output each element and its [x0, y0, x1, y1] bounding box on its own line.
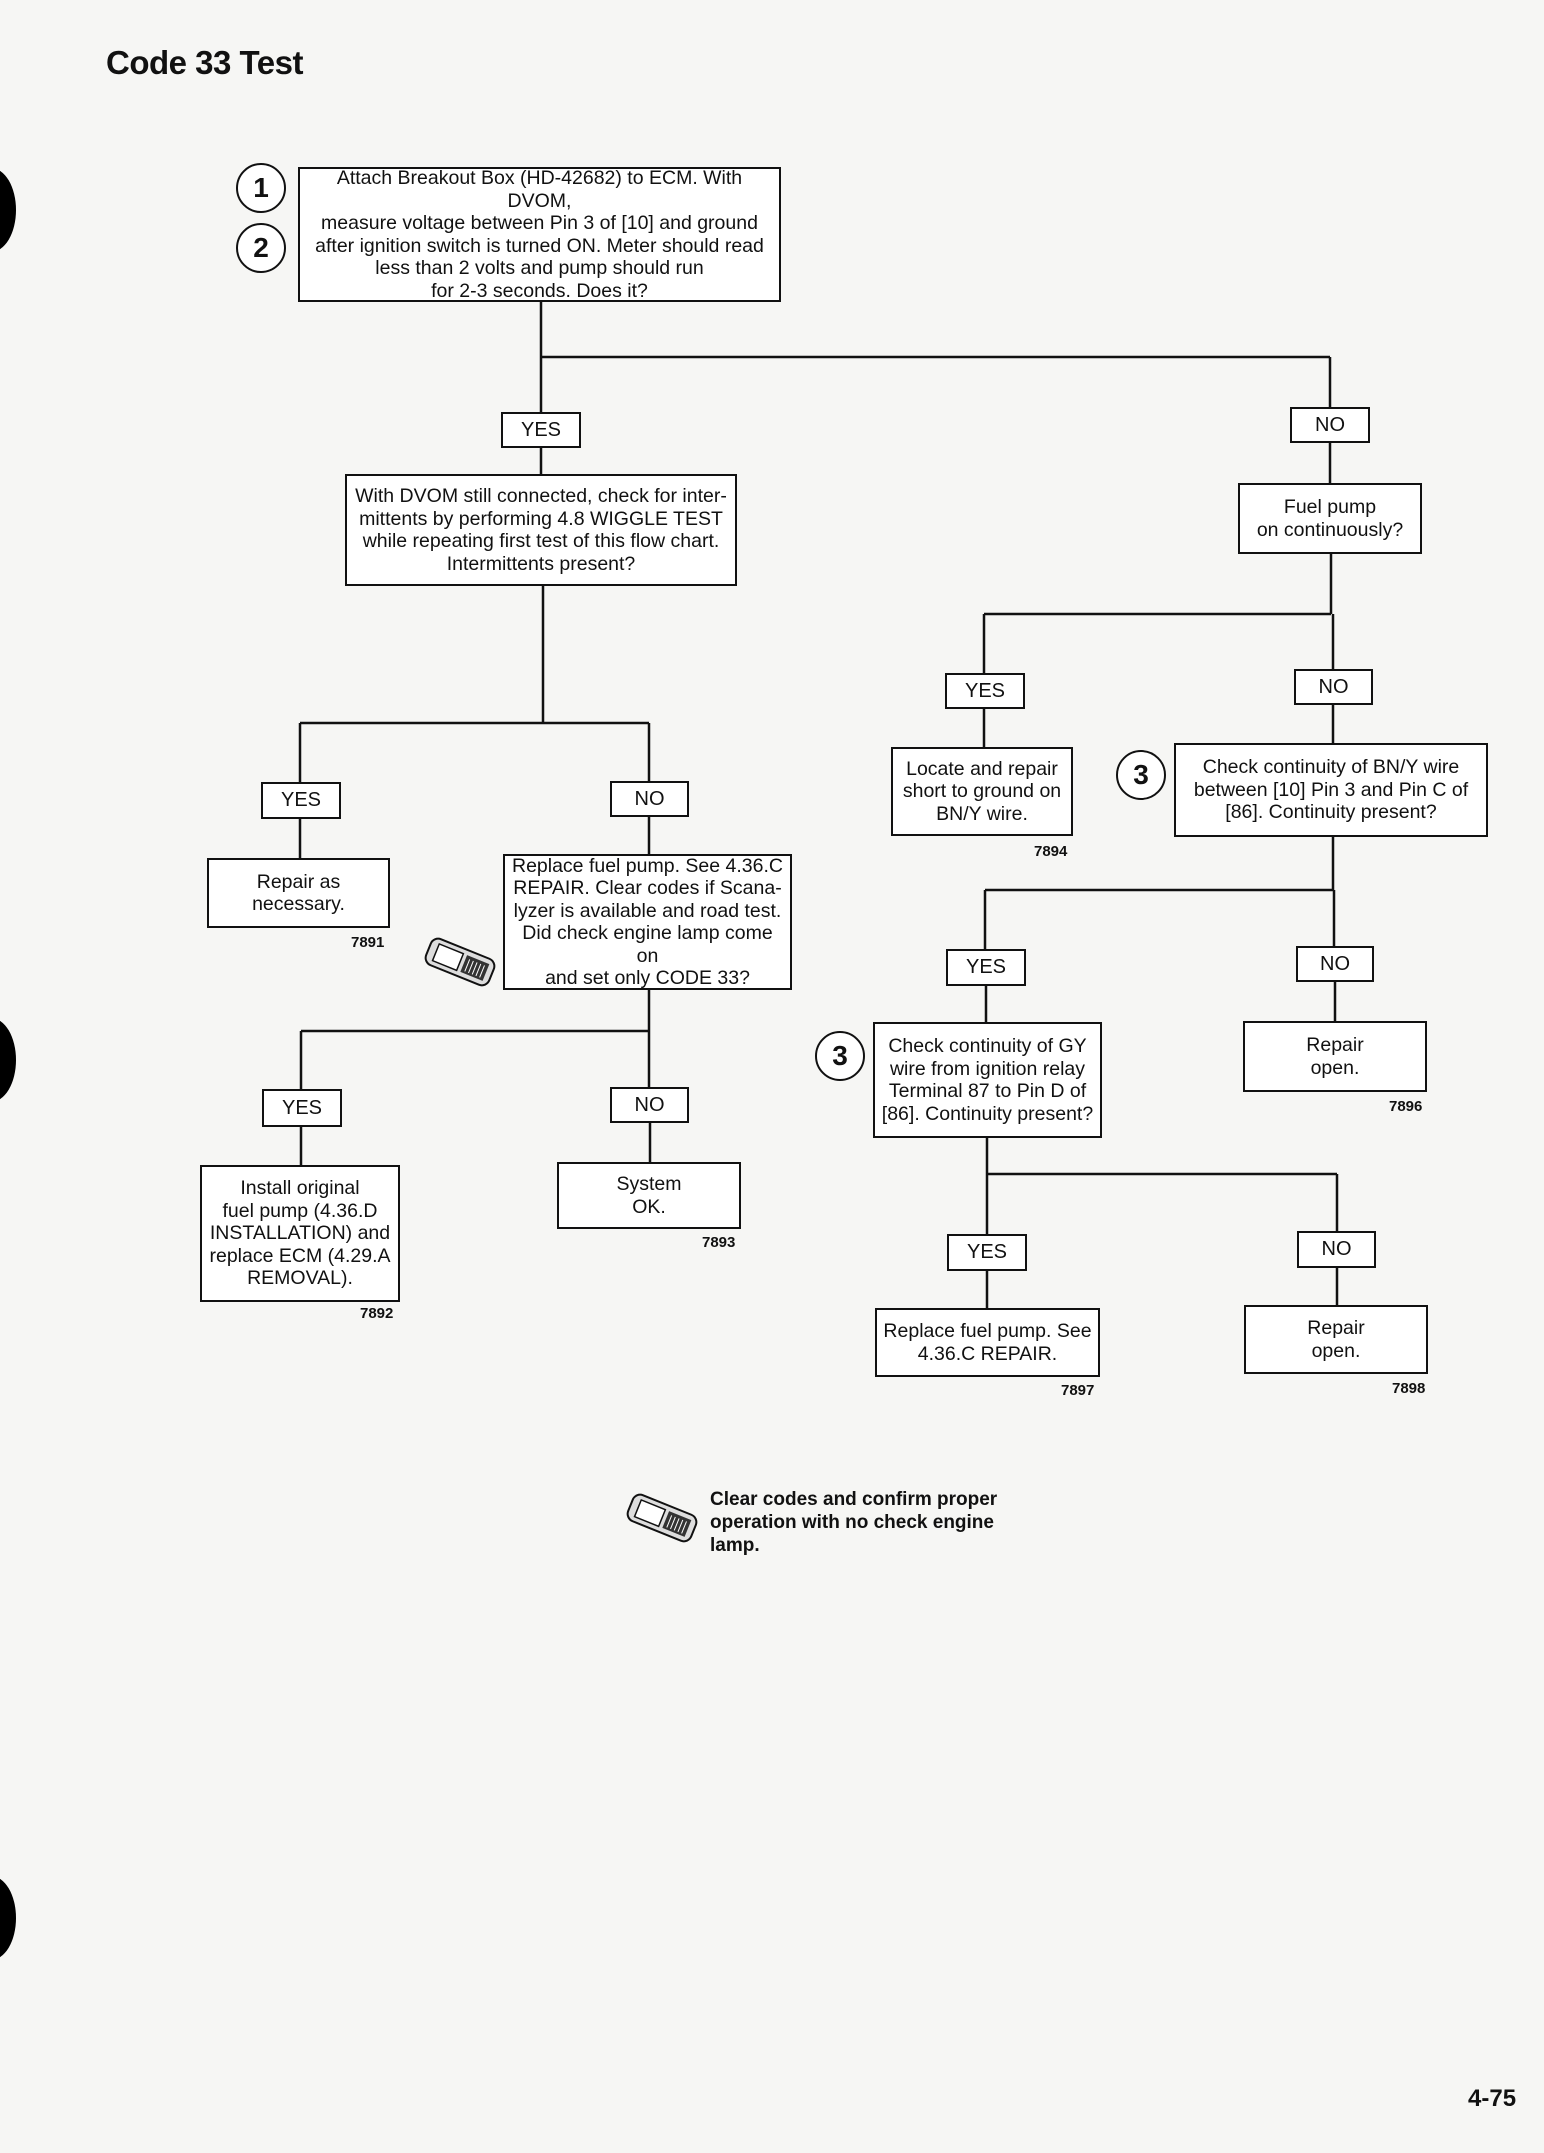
figure-number: 7891: [351, 934, 385, 951]
no-label: NO: [1290, 407, 1370, 443]
scanalyzer-icon: [420, 934, 500, 990]
repair-open-box: Repair open.: [1243, 1021, 1427, 1092]
yes-label: YES: [262, 1089, 342, 1127]
figure-number: 7894: [1034, 843, 1068, 860]
no-label: NO: [1294, 669, 1373, 705]
system-ok-box: System OK.: [557, 1162, 741, 1229]
scanalyzer-icon: [622, 1490, 702, 1546]
yes-label: YES: [945, 673, 1025, 709]
yes-label: YES: [946, 949, 1026, 986]
step-3-marker: 3: [1116, 750, 1166, 800]
page-title: Code 33 Test: [106, 44, 303, 81]
step-3-marker: 3: [815, 1031, 865, 1081]
no-label: NO: [1297, 1231, 1376, 1268]
footer-note: Clear codes and confirm proper operation with no check engine lamp.: [710, 1489, 998, 1556]
no-label: NO: [1296, 946, 1374, 982]
yes-label: YES: [261, 782, 341, 819]
figure-number: 7896: [1389, 1098, 1423, 1115]
repair-as-necessary-box: Repair as necessary.: [207, 858, 390, 928]
figure-number: 7897: [1061, 1382, 1095, 1399]
yes-label: YES: [501, 412, 581, 448]
install-original-pump-box: Install original fuel pump (4.36.D INSTALLATION) and replace ECM (4.29.A REMOVAL).: [200, 1165, 400, 1302]
step-2-marker: 2: [236, 223, 286, 273]
check-bny-continuity-box: Check continuity of BN/Y wire between [10] Pin 3 and Pin C of [86]. Continuity present?: [1174, 743, 1488, 837]
figure-number: 7893: [702, 1234, 736, 1251]
no-label: NO: [610, 1087, 689, 1123]
locate-short-box: Locate and repair short to ground on BN/Y wire.: [891, 747, 1073, 836]
wiggle-test-box: With DVOM still connected, check for inter- mittents by performing 4.8 WIGGLE TEST while repeating first test of this flow chart. Intermittents present?: [345, 474, 737, 586]
check-gy-continuity-box: Check continuity of GY wire from ignition relay Terminal 87 to Pin D of [86]. Continuity present?: [873, 1022, 1102, 1138]
replace-fuel-pump-scanalyzer-box: Replace fuel pump. See 4.36.C REPAIR. Clear codes if Scana- lyzer is available and road test. Did check engine lamp come on and set only CODE 33?: [503, 854, 792, 990]
page-number: 4-75: [1468, 2085, 1517, 2112]
yes-label: YES: [947, 1234, 1027, 1271]
step-1-marker: 1: [236, 163, 286, 213]
figure-number: 7898: [1392, 1380, 1426, 1397]
fuel-pump-continuous-box: Fuel pump on continuously?: [1238, 483, 1422, 554]
start-box: Attach Breakout Box (HD-42682) to ECM. With DVOM, measure voltage between Pin 3 of [10] and ground after ignition switch is turned ON. Meter should read less than 2 volts and pump should run for 2-3 seconds. Does it?: [298, 167, 781, 302]
repair-open-box: Repair open.: [1244, 1305, 1428, 1374]
figure-number: 7892: [360, 1305, 394, 1322]
replace-fuel-pump-box: Replace fuel pump. See 4.36.C REPAIR.: [875, 1308, 1100, 1377]
no-label: NO: [610, 781, 689, 817]
